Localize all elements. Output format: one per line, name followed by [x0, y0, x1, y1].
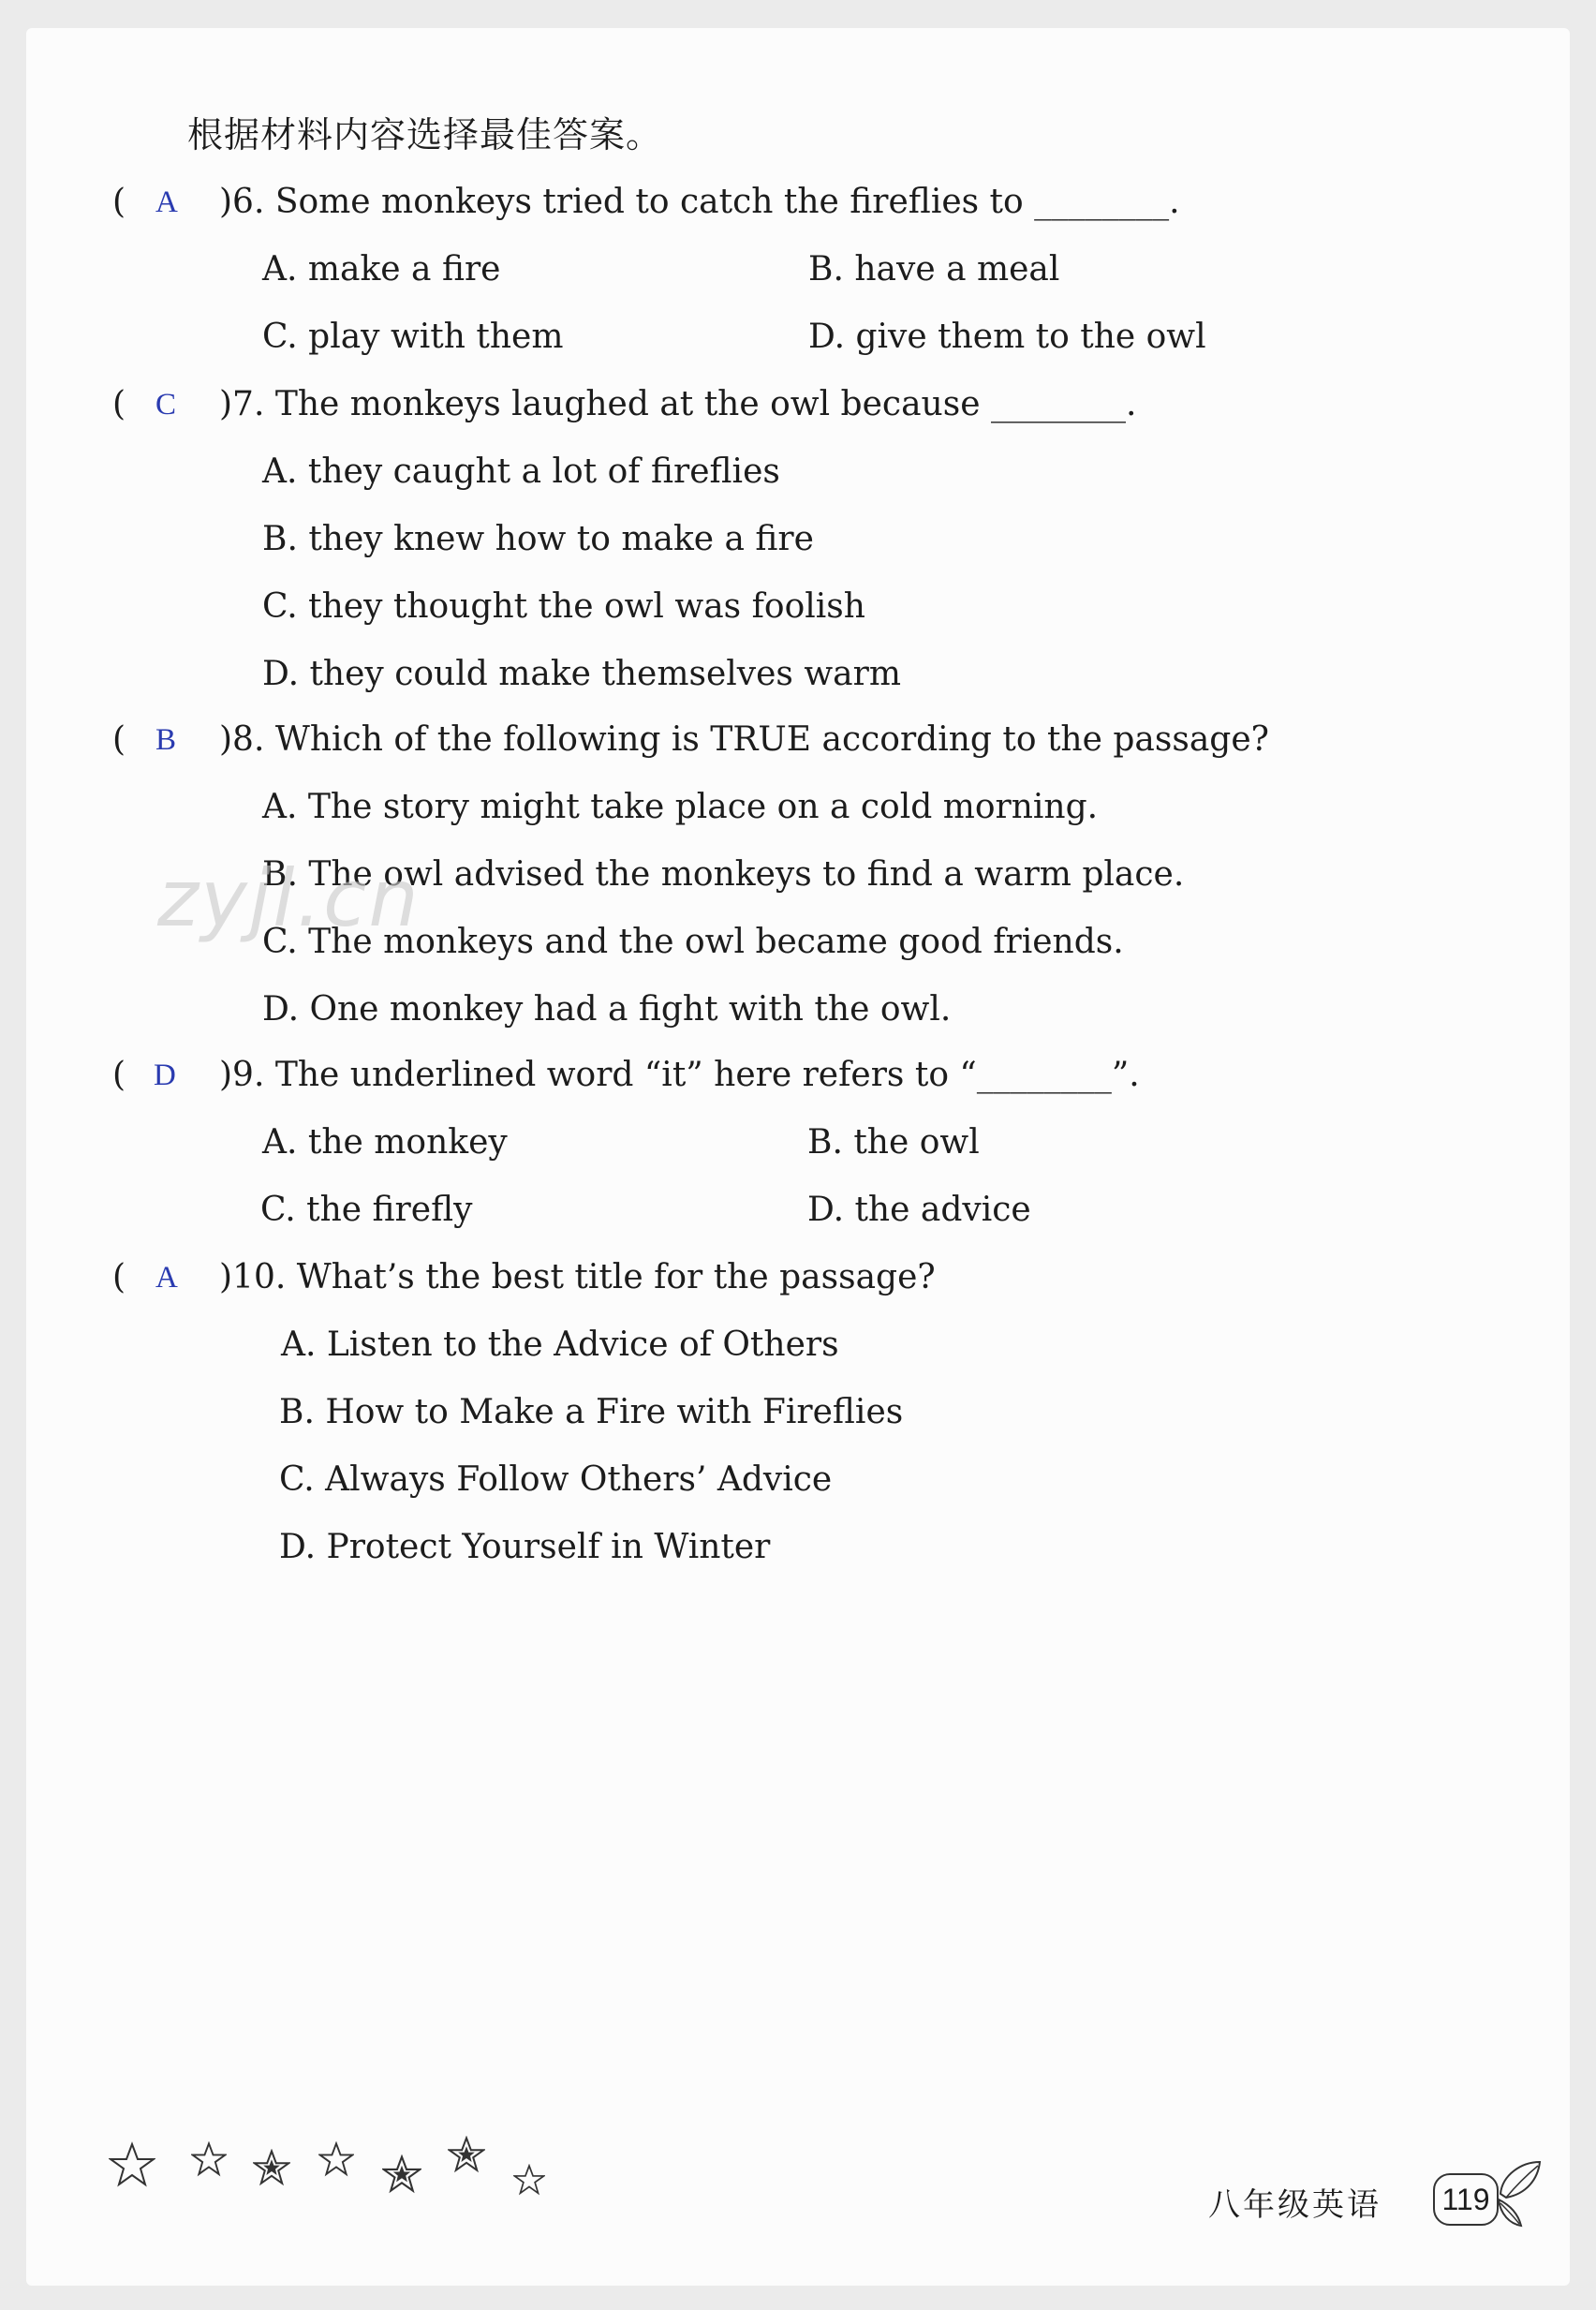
star-icon: [448, 2136, 485, 2173]
star-icon: [318, 2141, 354, 2177]
question-stem: )8. Which of the following is TRUE according to the passage?: [219, 720, 1269, 759]
leaf-decoration-icon: [1493, 2156, 1545, 2231]
option: A. The story might take place on a cold morning.: [262, 788, 1099, 826]
option: A. Listen to the Advice of Others: [281, 1325, 839, 1364]
answer-mark: A: [155, 185, 178, 219]
answer-mark: D: [154, 1059, 176, 1092]
option: C. they thought the owl was foolish: [262, 587, 865, 626]
star-icon: [513, 2164, 545, 2196]
option: C. the firefly: [260, 1191, 473, 1229]
answer-paren: (: [112, 720, 126, 759]
question-stem: )9. The underlined word “it” here refers to “________”.: [219, 1056, 1140, 1094]
option: B. How to Make a Fire with Fireflies: [279, 1393, 904, 1431]
option: D. the advice: [807, 1191, 1031, 1229]
star-icon: [382, 2155, 421, 2194]
watermark: zyjl.cn: [157, 852, 421, 944]
option: B. they knew how to make a fire: [262, 520, 814, 558]
option: C. The monkeys and the owl became good friends.: [262, 923, 1124, 961]
worksheet-page: [26, 28, 1570, 2286]
option: D. One monkey had a fight with the owl.: [262, 990, 952, 1029]
option: A. the monkey: [262, 1123, 508, 1162]
answer-paren: (: [112, 183, 126, 221]
option: A. make a fire: [262, 250, 501, 289]
book-title: 八年级英语: [1208, 2186, 1382, 2224]
question-stem: )10. What’s the best title for the passage?: [219, 1258, 936, 1296]
star-icon: [109, 2141, 155, 2188]
answer-paren: (: [112, 385, 126, 423]
option: B. have a meal: [808, 250, 1060, 289]
option: C. play with them: [262, 318, 564, 356]
option: B. The owl advised the monkeys to find a warm place.: [262, 855, 1185, 894]
option: B. the owl: [807, 1123, 980, 1162]
star-icon: [191, 2141, 227, 2177]
answer-mark: C: [155, 388, 177, 422]
option: C. Always Follow Others’ Advice: [279, 1460, 833, 1499]
option: A. they caught a lot of fireflies: [262, 452, 780, 491]
option: D. they could make themselves warm: [262, 655, 901, 693]
answer-paren: (: [112, 1056, 126, 1094]
option: D. give them to the owl: [808, 318, 1206, 356]
answer-paren: (: [112, 1258, 126, 1296]
option: D. Protect Yourself in Winter: [279, 1528, 771, 1566]
question-stem: )7. The monkeys laughed at the owl because ________.: [219, 385, 1137, 423]
page-number: 119: [1433, 2173, 1499, 2226]
answer-mark: B: [155, 723, 177, 757]
answer-mark: A: [155, 1261, 178, 1295]
instruction-text: 根据材料内容选择最佳答案。: [187, 114, 663, 155]
star-icon: [253, 2149, 290, 2186]
question-stem: )6. Some monkeys tried to catch the fireflies to ________.: [219, 183, 1180, 221]
